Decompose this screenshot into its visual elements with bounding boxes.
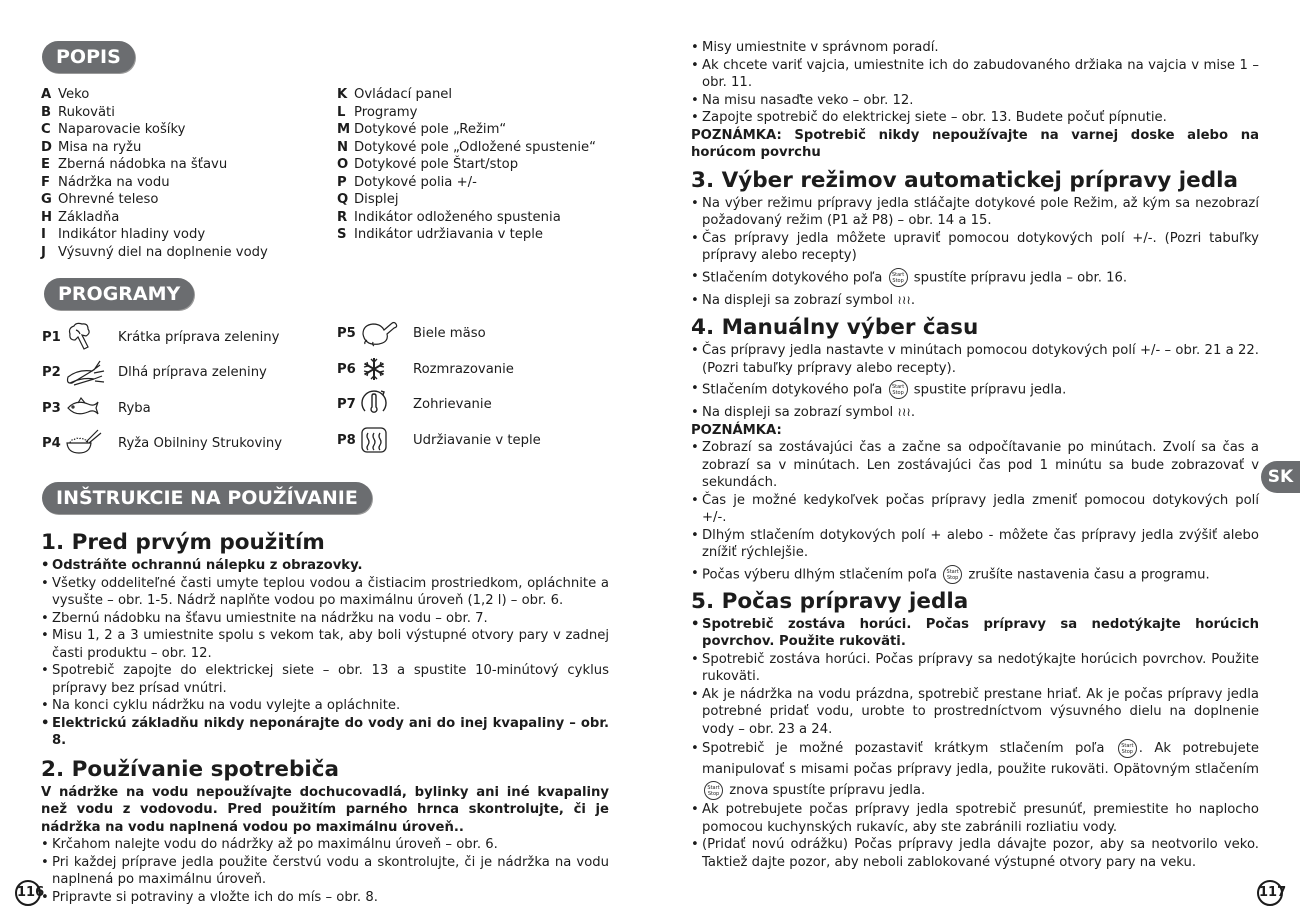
broccoli-icon <box>64 322 110 352</box>
legend-left <box>41 86 268 261</box>
list-item: • Pripravte si potraviny a vložte ich do mís – obr. 8. <box>41 889 609 907</box>
list-item: • Stlačením dotykového poľa Start Stop spustite prípravu jedla. <box>691 380 1259 399</box>
list-item: • Spotrebič zostáva horúci. Počas prípravy sa nedotýkajte horúcich povrchov. Použite rukoväti. <box>691 651 1259 686</box>
legend-row: R Indikátor odloženého spustenia <box>337 209 561 225</box>
list-item: • (Pridať novú odrážku) Počas prípravy jedla dávajte pozor, aby sa neotvorilo veko. Taktiež dajte pozor, aby neboli zablokované výstupné otvory pary na veku. <box>691 836 1259 871</box>
steam-symbol: ≀≀≀ <box>897 405 911 419</box>
start-stop-icon: Start Stop <box>704 781 723 800</box>
section-3-title: 3. Výber režimov automatickej prípravy jedla <box>691 167 1238 193</box>
list-item: • Na displeji sa zobrazí symbol ≀≀≀. <box>691 292 1259 310</box>
list-item: • Na displeji sa zobrazí symbol ≀≀≀. <box>691 404 1259 422</box>
section-2-title: 2. Používanie spotrebiča <box>41 756 340 782</box>
snowflake-icon <box>359 354 405 384</box>
list-item: • Ak potrebujete počas prípravy jedla spotrebič presunúť, premiestite ho naplocho pomocou kuchynských rukavíc, aby ste zabránili rozliatiu vody. <box>691 801 1259 836</box>
instrukcie-heading: INŠTRUKCIE NA POUŽÍVANIE <box>42 482 372 514</box>
legend-right <box>337 86 596 244</box>
section-2-intro: V nádržke na vodu nepoužívajte dochucovadlá, bylinky ani iné kvapaliny než vodu z vodovodu. Pred použitím parného hrnca skontrolujte, či je nádržka na vodu naplnená vodou po maximálnu úroveň.. <box>41 784 609 835</box>
carrots-icon <box>64 357 110 387</box>
legend-row: O Dotykové pole Štart/stop <box>337 157 519 172</box>
page-number-left: 116 <box>15 880 41 906</box>
legend-row: C Naparovacie košíky <box>41 122 186 137</box>
list-item: • Na konci cyklu nádržku na vodu vylejte a opláchnite. <box>41 697 609 715</box>
legend-row: E Zberná nádobka na šťavu <box>41 157 228 172</box>
list-item: • Zobrazí sa zostávajúci čas a začne sa odpočítavanie po minútach. Zvolí sa čas a zobrazí sa v minútach. Len zostávajúci čas pod 1 minútu sa bude zobrazovať v sekundách. <box>691 439 1259 492</box>
legend-row: D Misa na ryžu <box>41 139 142 155</box>
legend-row: H Základňa <box>41 209 120 225</box>
legend-row: G Ohrevné teleso <box>41 192 159 207</box>
list-item: • Dlhým stlačením dotykových polí + alebo - môžete čas prípravy jedla zvýšiť alebo znížiť rýchlejšie. <box>691 527 1259 562</box>
popis-heading: POPIS <box>42 41 135 73</box>
legend-row: Q Displej <box>337 192 399 207</box>
list-item: • Ak je nádržka na vodu prázdna, spotrebič prestane hriať. Ak je počas prípravy jedla potrebné pridať vodu, urobte to prostredníctvom výsuvného dielu na doplnenie vody – obr. 23 a 24. <box>691 686 1259 739</box>
list-item: • Všetky oddeliteľné časti umyte teplou vodou a čistiacim prostriedkom, opláchnite a vysušte – obr. 1-5. Nádrž naplňte vodou po maximálnu úroveň (1,2 l) – obr. 6. <box>41 575 609 610</box>
program-p2: P2 Dlhá príprava zeleniny <box>42 356 267 388</box>
list-item: • Krčahom nalejte vodu do nádržky až po maximálnu úroveň – obr. 6. <box>41 836 609 854</box>
chicken-icon <box>359 318 405 348</box>
program-p3: P3 Ryba <box>42 392 151 424</box>
list-item: • Čas je možné kedykoľvek počas prípravy jedla zmeniť pomocou dotykových polí +/-. <box>691 492 1259 527</box>
note: POZNÁMKA: Spotrebič nikdy nepoužívajte na varnej doske alebo na horúcom povrchu <box>691 127 1259 160</box>
legend-row: M Dotykové pole „Režim“ <box>337 122 507 137</box>
list-item: • Elektrickú základňu nikdy neponárajte do vody ani do inej kvapaliny – obr. 8. <box>41 715 609 750</box>
list-item: • Stlačením dotykového poľa Start Stop spustíte prípravu jedla – obr. 16. <box>691 268 1259 287</box>
program-p1: P1 Krátka príprava zeleniny <box>42 321 279 353</box>
start-stop-icon: Start Stop <box>889 268 908 287</box>
list-item: • Misu 1, 2 a 3 umiestnite spolu s vekom tak, aby boli výstupné otvory pary v zadnej časti produktu – obr. 12. <box>41 627 609 662</box>
legend-row: P Dotykové polia +/- <box>337 174 477 190</box>
list-item: • Zapojte spotrebič do elektrickej siete – obr. 13. Budete počuť pípnutie. <box>691 109 1259 127</box>
keep-warm-icon <box>359 425 405 455</box>
program-p6: P6 Rozmrazovanie <box>337 353 514 385</box>
section-1 <box>41 526 609 906</box>
thermometer-icon <box>359 389 405 419</box>
list-item: • Na výber režimu prípravy jedla stláčajte dotykové pole Režim, až kým sa nezobrazí požadovaný režim (P1 až P8) – obr. 14 a 15. <box>691 195 1259 230</box>
rice-bowl-icon <box>64 428 110 458</box>
list-item: • Spotrebič zostáva horúci. Počas prípravy sa nedotýkajte horúcich povrchov. Použite rukoväti. <box>691 616 1259 651</box>
start-stop-icon: Start Stop <box>943 565 962 584</box>
start-stop-icon: Start Stop <box>1118 739 1137 758</box>
programy-heading: PROGRAMY <box>44 278 194 310</box>
legend-row: B Rukoväti <box>41 104 115 120</box>
list-item: • Čas prípravy jedla môžete upraviť pomocou dotykových polí +/-. (Pozri tabuľky prípravy alebo recepty) <box>691 230 1259 265</box>
legend-row: F Nádržka na vodu <box>41 174 170 190</box>
page-number-right: 117 <box>1257 880 1283 906</box>
list-item: • Zbernú nádobku na šťavu umiestnite na nádržku na vodu – obr. 7. <box>41 610 609 628</box>
program-p5: P5 Biele mäso <box>337 317 486 349</box>
language-tab: SK <box>1261 461 1300 493</box>
list-item: • Odstráňte ochrannú nálepku z obrazovky. <box>41 557 609 575</box>
legend-row: N Dotykové pole „Odložené spustenie“ <box>337 139 596 155</box>
list-item: • Spotrebič je možné pozastaviť krátkym stlačením poľa Start Stop . Ak potrebujete manipulovať s misami počas prípravy jedla, použite rukoväti. Opätovným stlačením Start Stop znova spustíte prípravu jedla. <box>691 738 1259 801</box>
legend-row: J Výsuvný diel na doplnenie vody <box>41 244 268 260</box>
list-item: • Pri každej príprave jedla použite čerstvú vodu a skontrolujte, či je nádržka na vodu naplnená po maximálnu úroveň. <box>41 854 609 889</box>
program-p7: P7 Zohrievanie <box>337 388 492 420</box>
fish-icon <box>64 393 110 423</box>
legend-row: S Indikátor udržiavania v teple <box>337 227 544 242</box>
legend-row: K Ovládací panel <box>337 87 453 102</box>
steam-symbol: ≀≀≀ <box>897 292 911 307</box>
right-column <box>691 39 1259 871</box>
legend-row: A Veko <box>41 87 90 102</box>
list-item: • Ak chcete variť vajcia, umiestnite ich do zabudovaného držiaka na vajcia v mise 1 – obr. 11. <box>691 57 1259 92</box>
section-5-title: 5. Počas prípravy jedla <box>691 588 969 614</box>
list-item: • Čas prípravy jedla nastavte v minútach pomocou dotykových polí +/- – obr. 21 a 22. (Pozri tabuľky prípravy alebo recepty). <box>691 342 1259 377</box>
legend-row: L Programy <box>337 104 418 120</box>
list-item: • Na misu nasaďte veko – obr. 12. <box>691 92 1259 110</box>
list-item: • Spotrebič zapojte do elektrickej siete – obr. 13 a spustite 10-minútový cyklus prípravy bez prísad vnútri. <box>41 662 609 697</box>
program-p4: P4 Ryža Obilniny Strukoviny <box>42 427 282 459</box>
program-p8: P8 Udržiavanie v teple <box>337 424 541 456</box>
legend-row: I Indikátor hladiny vody <box>41 227 206 242</box>
start-stop-icon: Start Stop <box>889 380 908 399</box>
note: POZNÁMKA: <box>691 422 782 438</box>
section-1-title: 1. Pred prvým použitím <box>41 530 325 555</box>
section-4-title: 4. Manuálny výber času <box>691 315 979 340</box>
list-item: • Počas výberu dlhým stlačením poľa Start Stop zrušíte nastavenia času a programu. <box>691 565 1259 584</box>
list-item: • Misy umiestnite v správnom poradí. <box>691 39 1259 57</box>
